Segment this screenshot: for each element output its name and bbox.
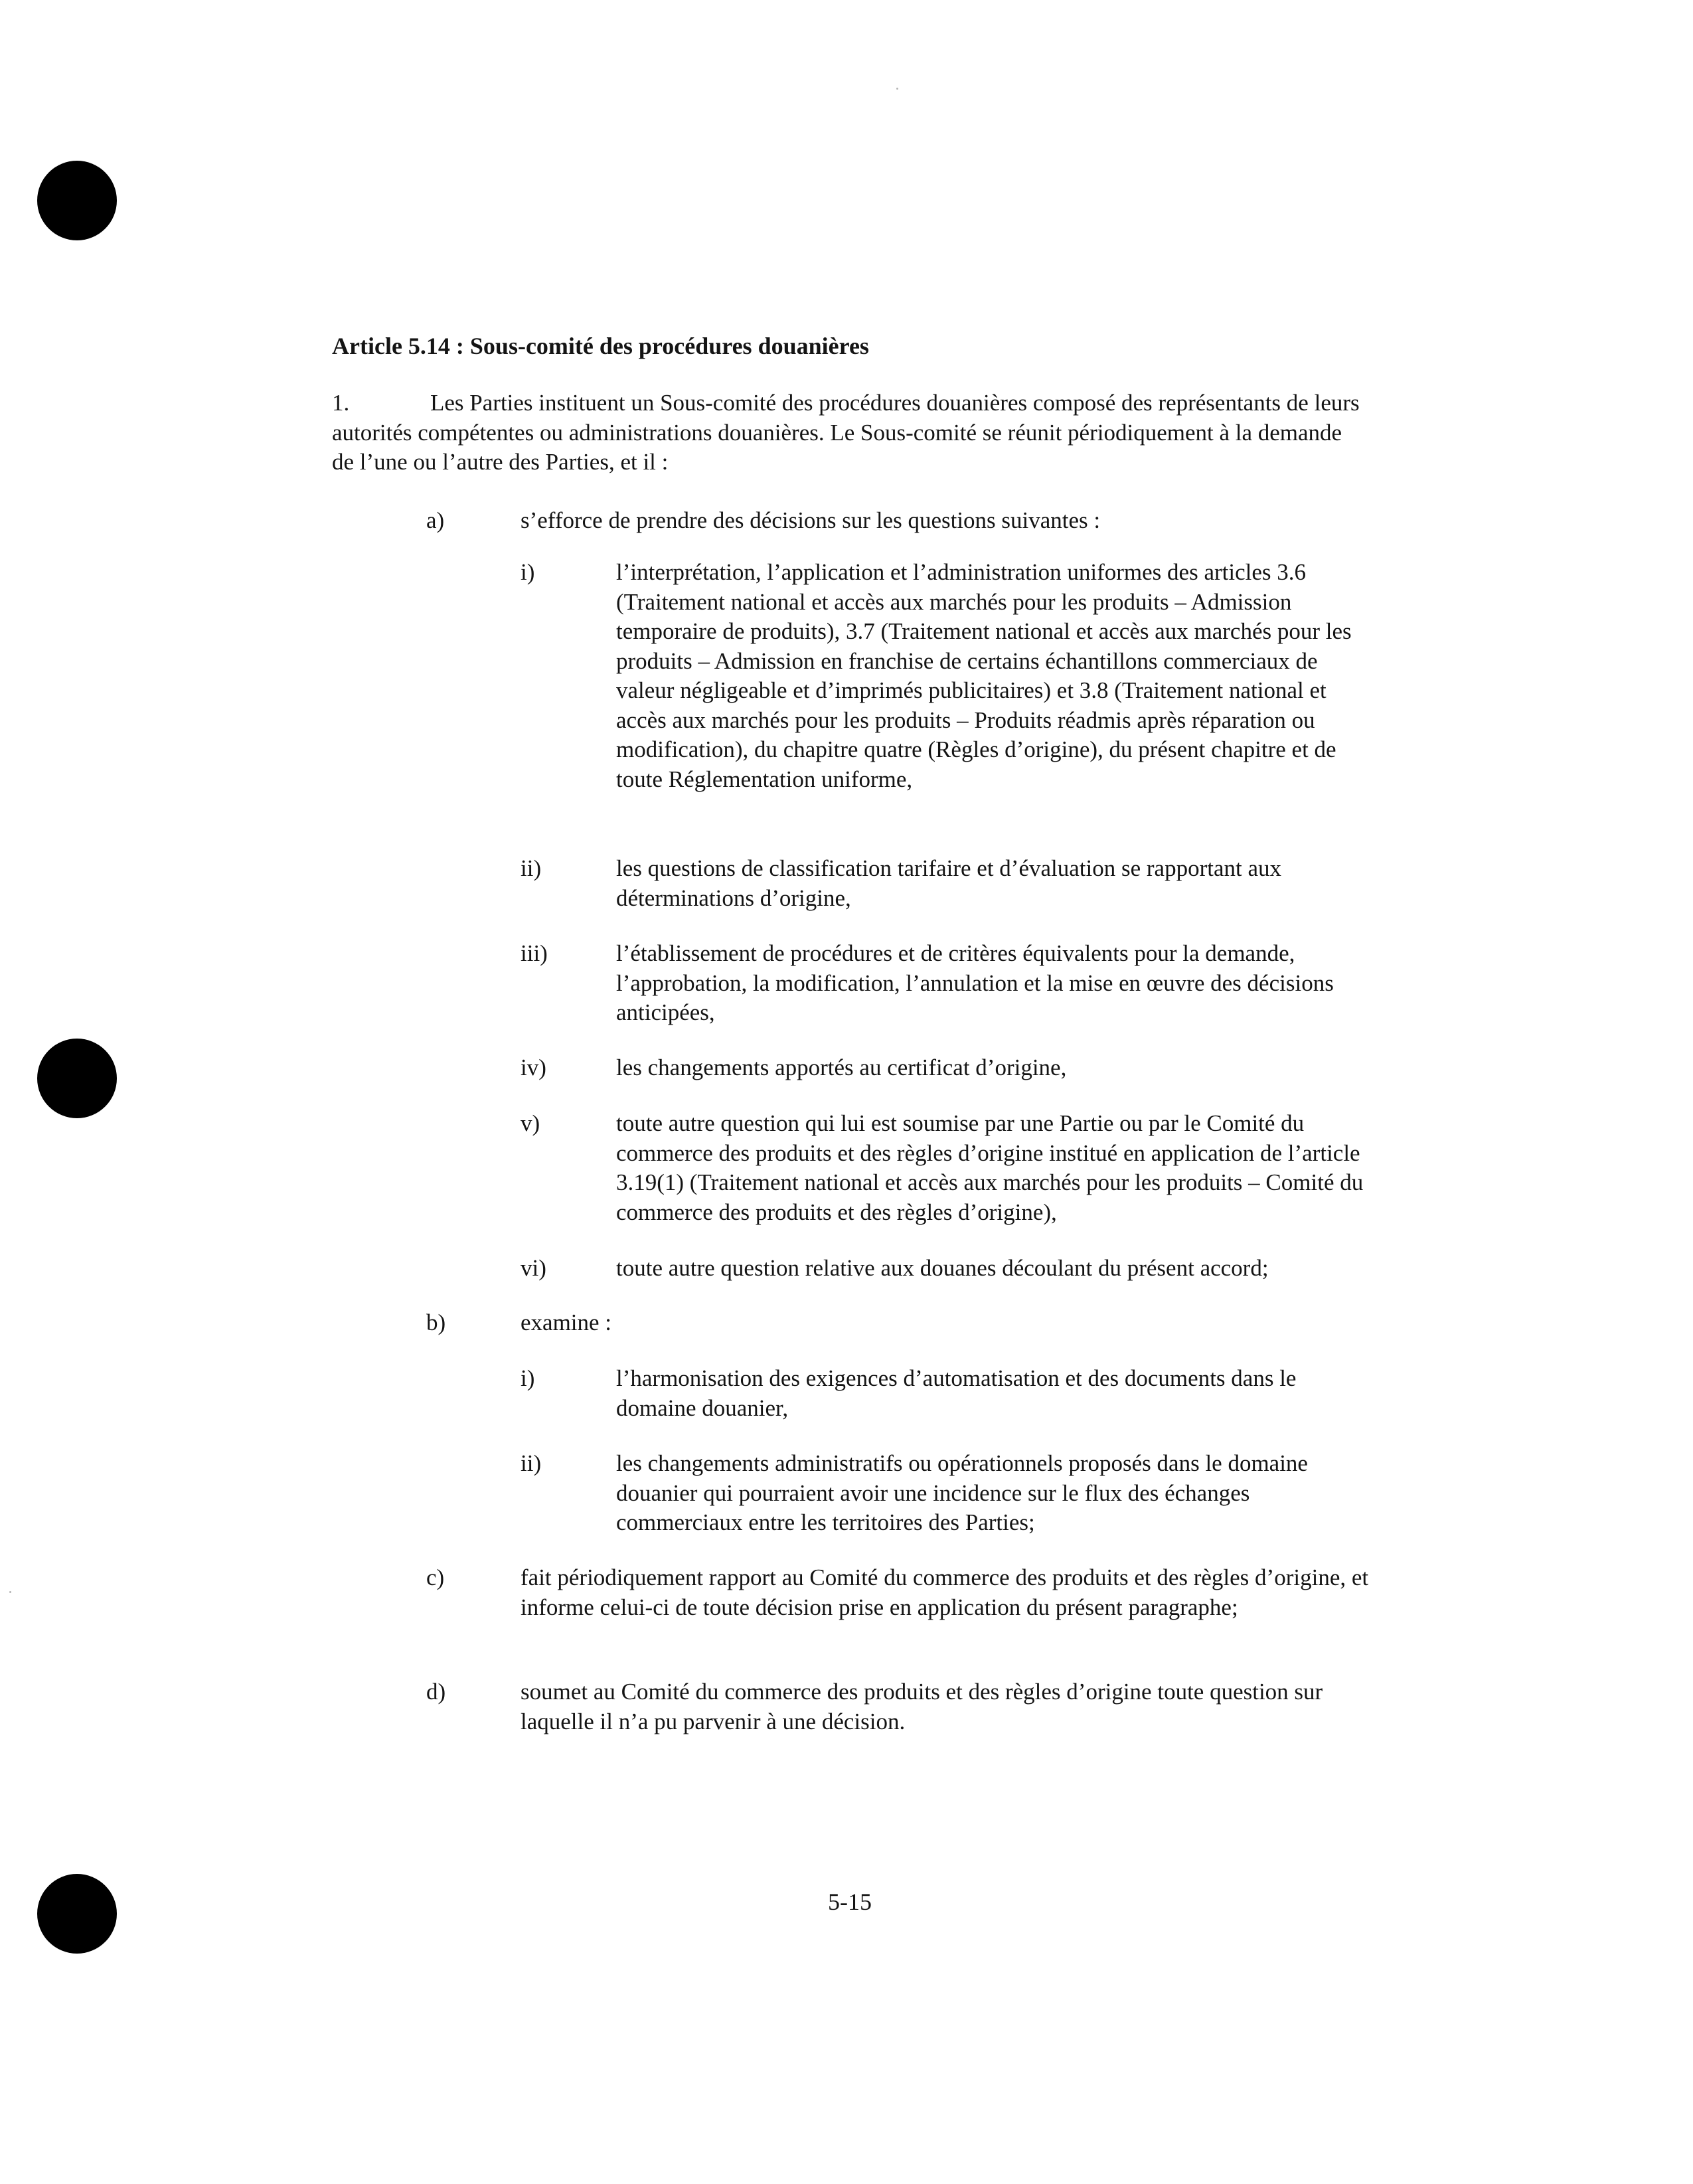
article-heading: Article 5.14 : Sous-comité des procédures douanières [332,333,869,359]
item-text: fait périodiquement rapport au Comité du commerce des produits et des règles d’origine, et informe celui-ci de toute décision prise en application du présent paragraphe; [521,1564,1369,1620]
scan-speck [896,88,898,90]
sub-item-label: iv) [521,1054,546,1080]
item-text: s’efforce de prendre des décisions sur les questions suivantes : [521,507,1101,533]
sub-item-label: iii) [521,940,548,966]
sub-item-label: i) [521,1365,535,1391]
item-text: examine : [521,1309,612,1335]
item-label: a) [426,507,445,533]
sub-item-text: toute autre question relative aux douanes découlant du présent accord; [616,1255,1269,1281]
sub-item-label: ii) [521,1450,542,1476]
punch-hole [37,1874,117,1954]
sub-item-label: i) [521,559,535,585]
item-label: d) [426,1679,446,1705]
sub-item-text: toute autre question qui lui est soumise par une Partie ou par le Comité du commerce des produits et des règles d’origine institué en application de l’article 3.19(1) (Traitement national et accès aux marchés pour les produits – Comité du commerce des produits et des règles d’origine), [616,1110,1364,1225]
sub-item-text: les changements apportés au certificat d’origine, [616,1054,1067,1080]
paragraph-number: 1. [332,390,350,416]
sub-item-text: l’harmonisation des exigences d’automatisation et des documents dans le domaine douanier, [616,1365,1297,1421]
punch-hole [37,1039,117,1118]
item-label: b) [426,1309,446,1335]
item-label: c) [426,1564,445,1590]
sub-item-label: ii) [521,855,542,881]
sub-item-label: v) [521,1110,540,1136]
page-number: 5-15 [828,1889,872,1915]
paragraph-text: Les Parties instituent un Sous-comité des procédures douanières composé des représentants de leurs autorités compétentes ou administrations douanières. Le Sous-comité se réunit périodiquement à la demande de l’une ou l’autre des Parties, et il : [332,390,1360,475]
scan-speck [9,1591,11,1593]
item-text: soumet au Comité du commerce des produits et des règles d’origine toute question sur laquelle il n’a pu parvenir à une décision. [521,1679,1323,1734]
sub-item-text: les changements administratifs ou opérationnels proposés dans le domaine douanier qui pourraient avoir une incidence sur le flux des échanges commerciaux entre les territoires des Parties; [616,1450,1308,1535]
sub-item-text: les questions de classification tarifaire et d’évaluation se rapportant aux déterminations d’origine, [616,855,1281,911]
sub-item-label: vi) [521,1255,546,1281]
paragraph-1 [332,388,1368,477]
punch-hole [37,161,117,240]
sub-item-text: l’interprétation, l’application et l’administration uniformes des articles 3.6 (Traitement national et accès aux marchés pour les produits – Admission temporaire de produits), 3.7 (Traitement national et accès aux marchés pour les produits – Admission en franchise de certains échantillons commerciaux de valeur négligeable et d’imprimés publicitaires) et 3.8 (Traitement national et accès aux marchés pour les produits – Produits réadmis après réparation ou modification), du chapitre quatre (Règles d’origine), du présent chapitre et de toute Réglementation uniforme, [616,559,1352,792]
sub-item-text: l’établissement de procédures et de critères équivalents pour la demande, l’approbation, la modification, l’annulation et la mise en œuvre des décisions anticipées, [616,940,1334,1025]
